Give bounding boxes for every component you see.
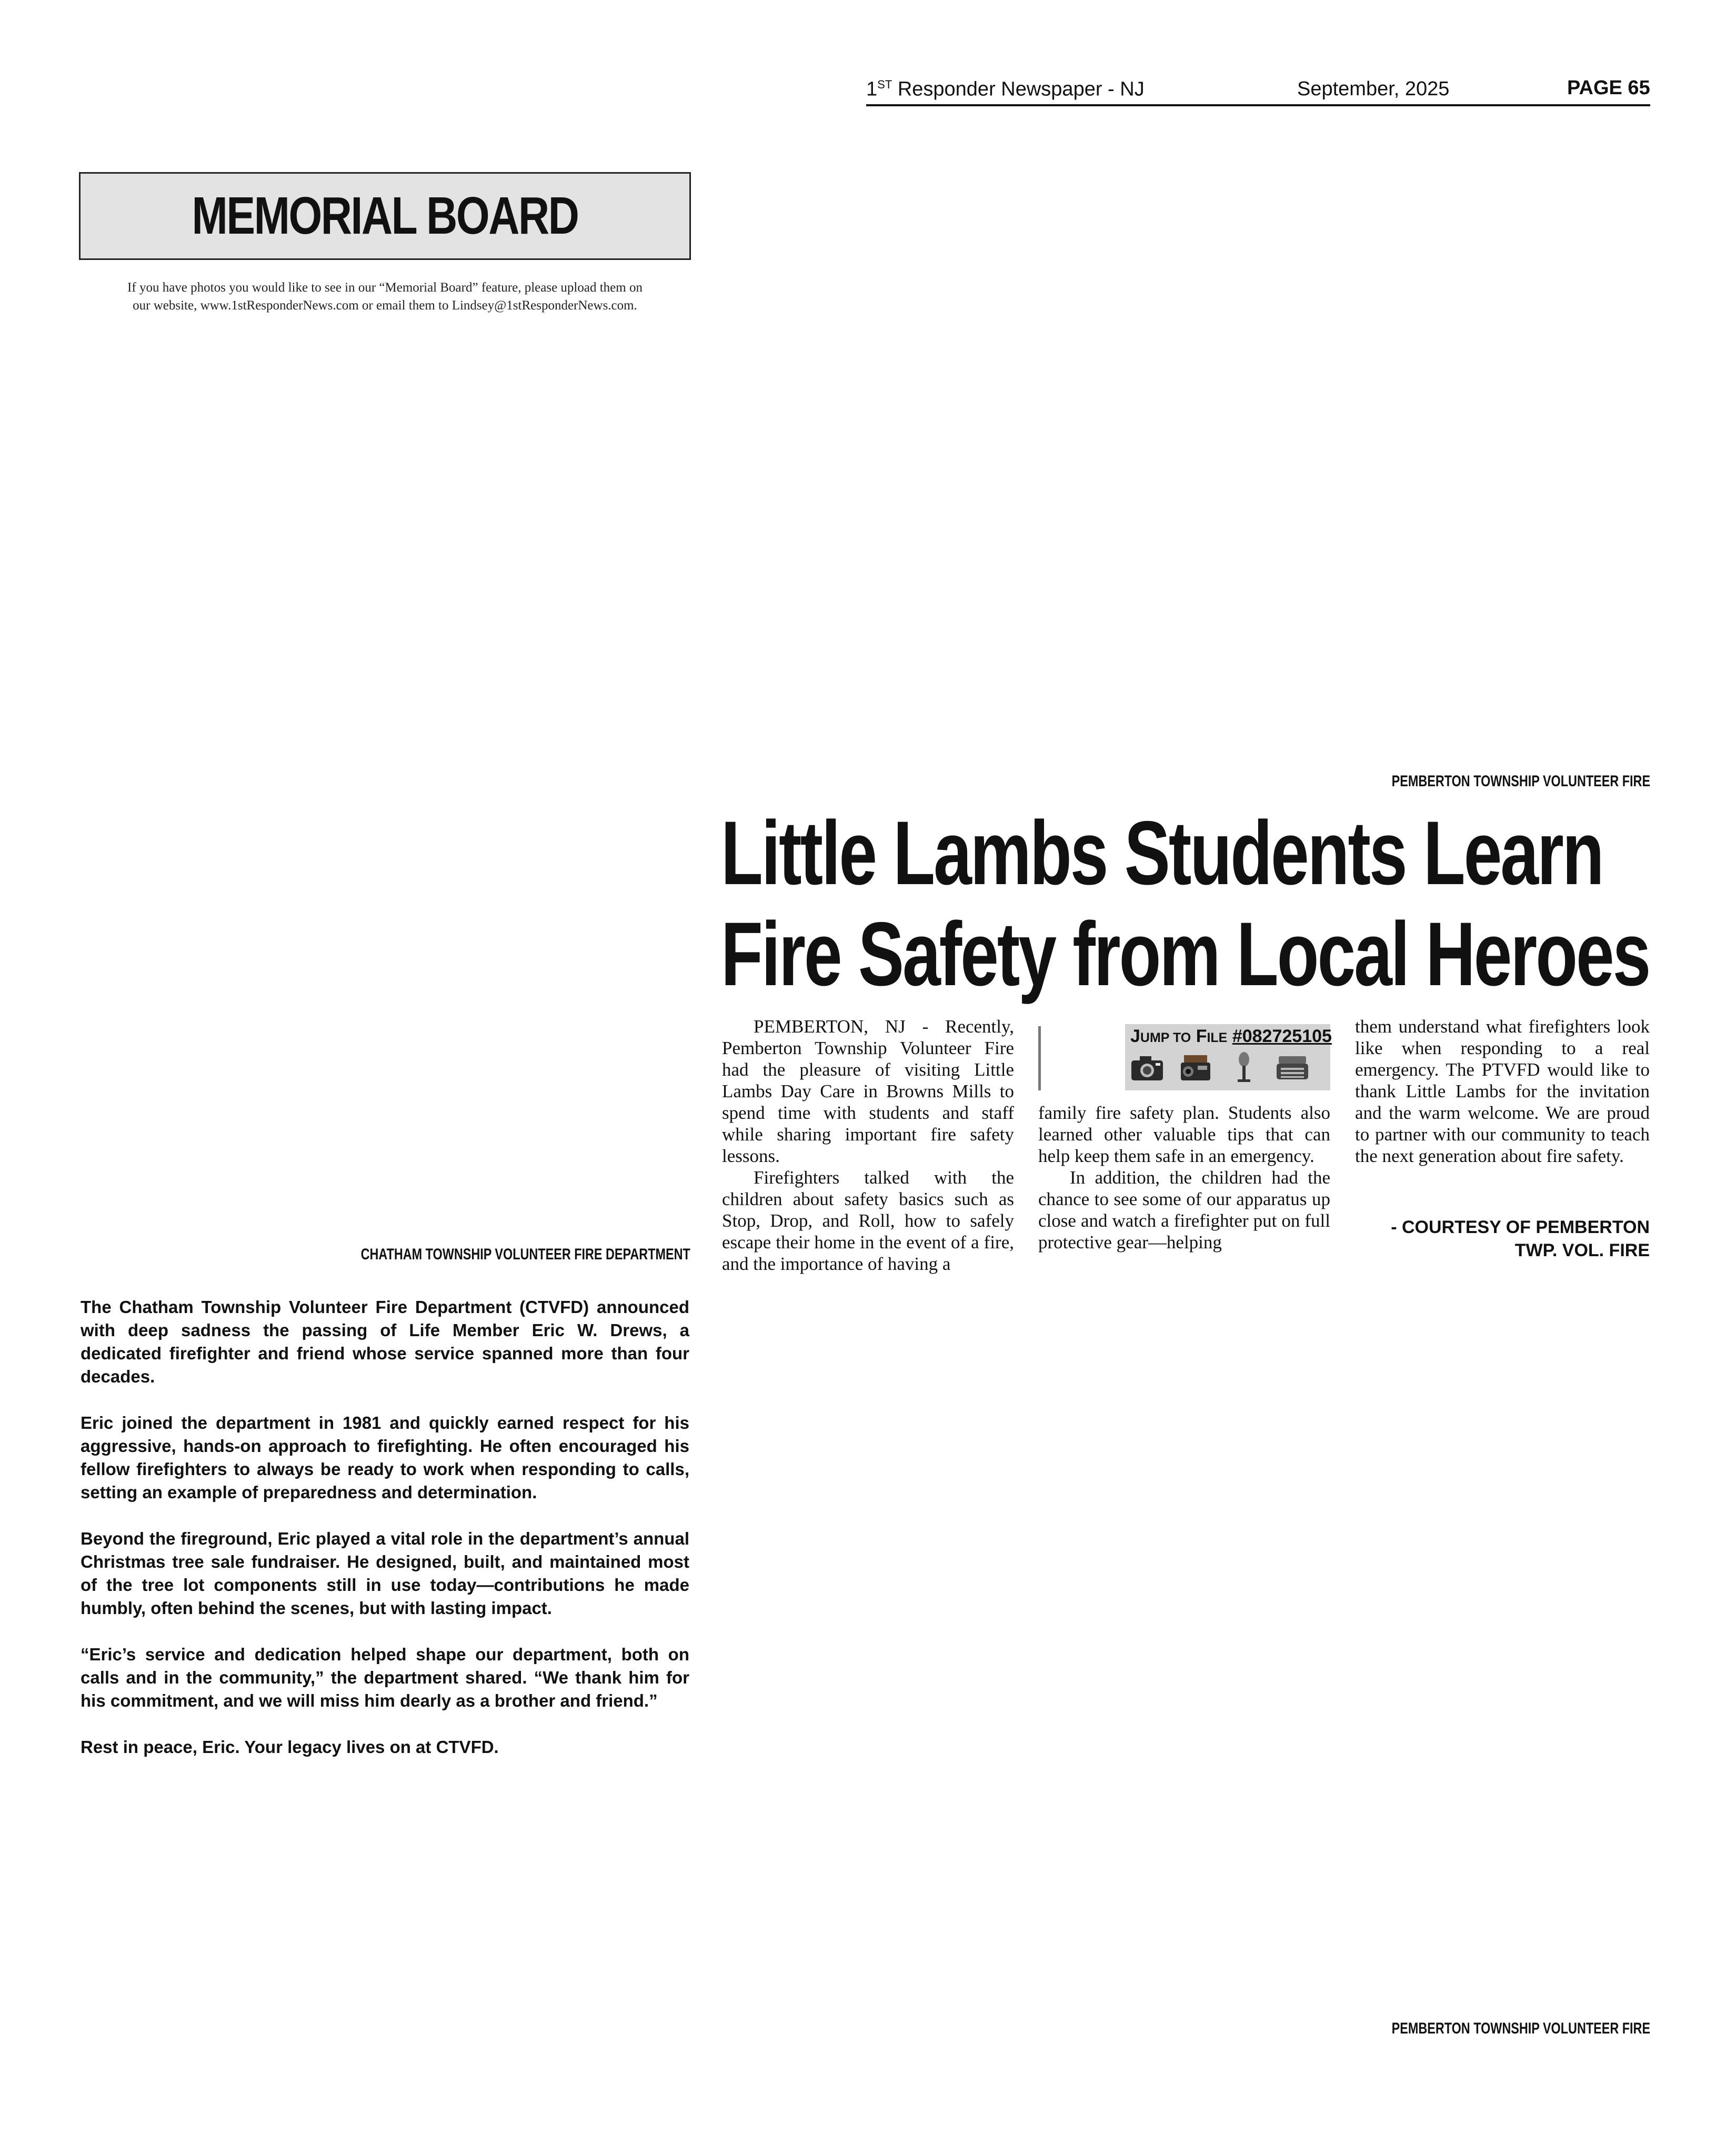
memorial-board-title: MEMORIAL BOARD xyxy=(192,186,578,245)
jump-box-rule xyxy=(1038,1026,1041,1090)
col1-paragraph-1: PEMBERTON, NJ - Recently, Pemberton Township Volunteer Fire had the pleasure of visiting Little Lambs Day Care in Browns Mills to spend time with students and staff while sharing important fire safety lessons. xyxy=(722,1016,1014,1166)
col2-paragraph-1: family fire safety plan. Students also learned other valuable tips that can help keep them safe in an emergency. xyxy=(1038,1103,1330,1166)
publication-title xyxy=(866,78,1145,101)
headline-line2: Fire Safety from Local Heroes xyxy=(721,904,1650,1005)
typewriter-icon[interactable] xyxy=(1273,1049,1311,1087)
article-column-1 xyxy=(722,1016,1014,1275)
microphone-icon[interactable] xyxy=(1225,1049,1263,1087)
chatham-paragraph: Rest in peace, Eric. Your legacy lives on at CTVFD. xyxy=(81,1737,499,1757)
jump-to-file-label[interactable] xyxy=(1130,1026,1330,1047)
courtesy-line1: - COURTESY OF PEMBERTON xyxy=(1391,1217,1650,1237)
jump-label-ump-to: UMP TO xyxy=(1140,1030,1191,1045)
publication-name: Responder Newspaper - NJ xyxy=(892,78,1145,101)
courtesy-line2: TWP. VOL. FIRE xyxy=(1514,1240,1650,1260)
video-camera-icon[interactable] xyxy=(1177,1049,1215,1087)
memorial-board-note xyxy=(79,279,691,315)
col3-paragraph-1: them understand what firefighters look like when responding to a real emergency. The PTVFD would like to thank Little Lambs for the invitation and the warm welcome. We are proud to partner with our community to teach the next generation about fire safety. xyxy=(1355,1016,1650,1166)
courtesy-credit xyxy=(1355,1216,1650,1262)
memorial-note-line2: our website, www.1stResponderNews.com or email them to Lindsey@1stResponderNews.com. xyxy=(133,298,637,313)
publication-prefix: 1 xyxy=(866,78,878,101)
memorial-board-banner xyxy=(79,172,691,260)
chatham-credit: CHATHAM TOWNSHIP VOLUNTEER FIRE DEPARTMENT xyxy=(360,1246,690,1263)
article-column-2 xyxy=(1038,1102,1330,1253)
col1-paragraph-2: Firefighters talked with the children about safety basics such as Stop, Drop, and Roll, how to safely escape their home in the event of a fire, and the importance of having a xyxy=(722,1167,1014,1274)
jump-file-number[interactable]: #082725105 xyxy=(1232,1026,1332,1046)
chatham-paragraph: Beyond the fireground, Eric played a vital role in the department’s annual Christmas tree sale fundraiser. He designed, built, and maintained most of the tree lot components still in use today—contributions he made humbly, often behind the scenes, but with lasting impact. xyxy=(81,1529,689,1618)
chatham-paragraph: Eric joined the department in 1981 and quickly earned respect for his aggressive, hands-on approach to firefighting. He often encouraged his fellow firefighters to always be ready to work when responding to calls, setting an example of preparedness and determination. xyxy=(81,1413,689,1502)
pemberton-credit-top: PEMBERTON TOWNSHIP VOLUNTEER FIRE xyxy=(1391,773,1650,790)
issue-date: September, 2025 xyxy=(1297,78,1450,100)
page-number: PAGE 65 xyxy=(1567,77,1650,99)
headline-line1: Little Lambs Students Learn xyxy=(721,803,1603,904)
jump-label-f: F xyxy=(1191,1026,1207,1046)
jump-label-j: J xyxy=(1130,1026,1140,1046)
chatham-paragraph: “Eric’s service and dedication helped shape our department, both on calls and in the community,” the department shared. “We thank him for his commitment, and we will miss him dearly as a brother and friend.” xyxy=(81,1645,689,1710)
col2-paragraph-2: In addition, the children had the chance to see some of our apparatus up close and watch a firefighter put on full protective gear—helping xyxy=(1038,1167,1330,1253)
memorial-note-line1: If you have photos you would like to see in our “Memorial Board” feature, please upload them on xyxy=(127,280,643,295)
header-rule xyxy=(866,104,1650,106)
camera-icon[interactable] xyxy=(1128,1049,1166,1087)
article-column-3 xyxy=(1355,1016,1650,1167)
pemberton-credit-bottom: PEMBERTON TOWNSHIP VOLUNTEER FIRE xyxy=(1391,2020,1650,2037)
publication-superscript: ST xyxy=(877,78,892,91)
chatham-paragraph: The Chatham Township Volunteer Fire Department (CTVFD) announced with deep sadness the passing of Life Member Eric W. Drews, a dedicated firefighter and friend whose service spanned more than four decades. xyxy=(81,1297,689,1386)
jump-label-ile: ILE xyxy=(1207,1030,1228,1045)
chatham-article-body xyxy=(81,1296,689,1782)
article-headline xyxy=(721,803,1679,1005)
